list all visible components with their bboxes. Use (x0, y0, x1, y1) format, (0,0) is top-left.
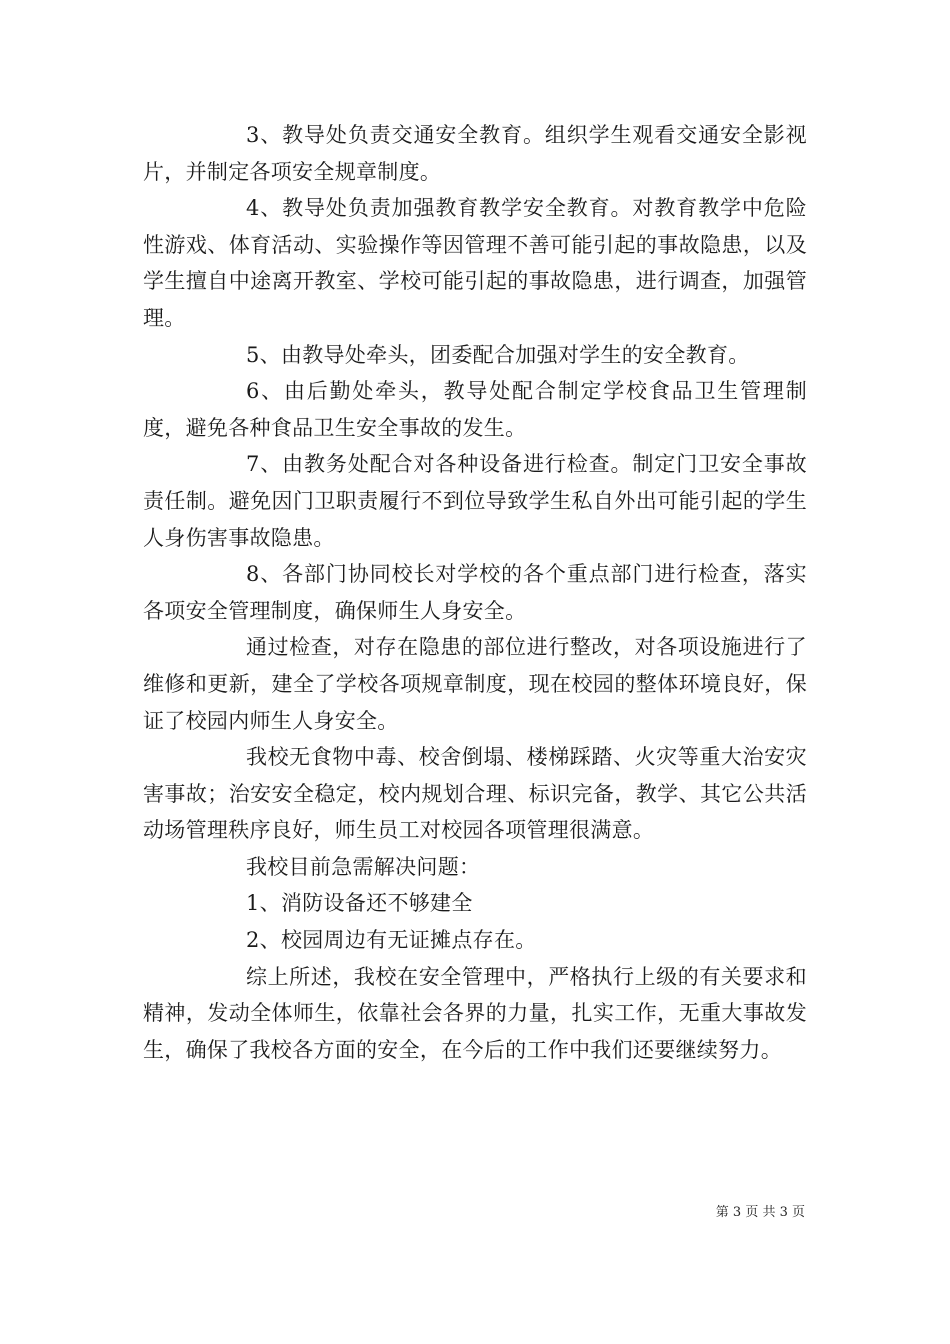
page-number-footer: 第 3 页 共 3 页 (715, 1205, 805, 1220)
paragraph-problem-2: 2、校园周边有无证摊点存在。 (246, 928, 537, 953)
paragraph-conclusion: 综上所述，我校在安全管理中，严格执行上级的有关要求和精神，发动全体师生，依靠社会各界的力量，扎实工作，无重大事故发生，确保了我校各方面的安全，在今后的工作中我们还要继续努力。 (143, 964, 807, 1062)
paragraph-item-8: 8、各部门协同校长对学校的各个重点部门进行检查，落实各项安全管理制度，确保师生人身安全。 (143, 562, 807, 623)
paragraph-problem-1: 1、消防设备还不够建全 (246, 891, 473, 916)
paragraph-safety-status: 我校无食物中毒、校舍倒塌、楼梯踩踏、火灾等重大治安灾害事故；治安安全稳定，校内规划合理、标识完备，教学、其它公共活动场管理秩序良好，师生员工对校园各项管理很满意。 (143, 745, 807, 843)
paragraph-inspection-result: 通过检查，对存在隐患的部位进行整改，对各项设施进行了维修和更新，建全了学校各项规章制度，现在校园的整体环境良好，保证了校园内师生人身安全。 (143, 635, 807, 733)
paragraph-problems-heading: 我校目前急需解决问题： (246, 854, 481, 879)
paragraph-item-7: 7、由教务处配合对各种设备进行检查。制定门卫安全事故责任制。避免因门卫职责履行不到位导致学生私自外出可能引起的学生人身伤害事故隐患。 (143, 452, 807, 550)
paragraph-item-6: 6、由后勤处牵头，教导处配合制定学校食品卫生管理制度，避免各种食品卫生安全事故的发生。 (143, 379, 807, 440)
paragraph-item-5: 5、由教导处牵头，团委配合加强对学生的安全教育。 (246, 342, 750, 367)
paragraph-item-3: 3、教导处负责交通安全教育。组织学生观看交通安全影视片，并制定各项安全规章制度。 (143, 123, 807, 184)
paragraph-item-4: 4、教导处负责加强教育教学安全教育。对教育教学中危险性游戏、体育活动、实验操作等因管理不善可能引起的事故隐患，以及学生擅自中途离开教室、学校可能引起的事故隐患，进行调查，加强管理。 (143, 196, 807, 330)
document-body (143, 117, 807, 1068)
